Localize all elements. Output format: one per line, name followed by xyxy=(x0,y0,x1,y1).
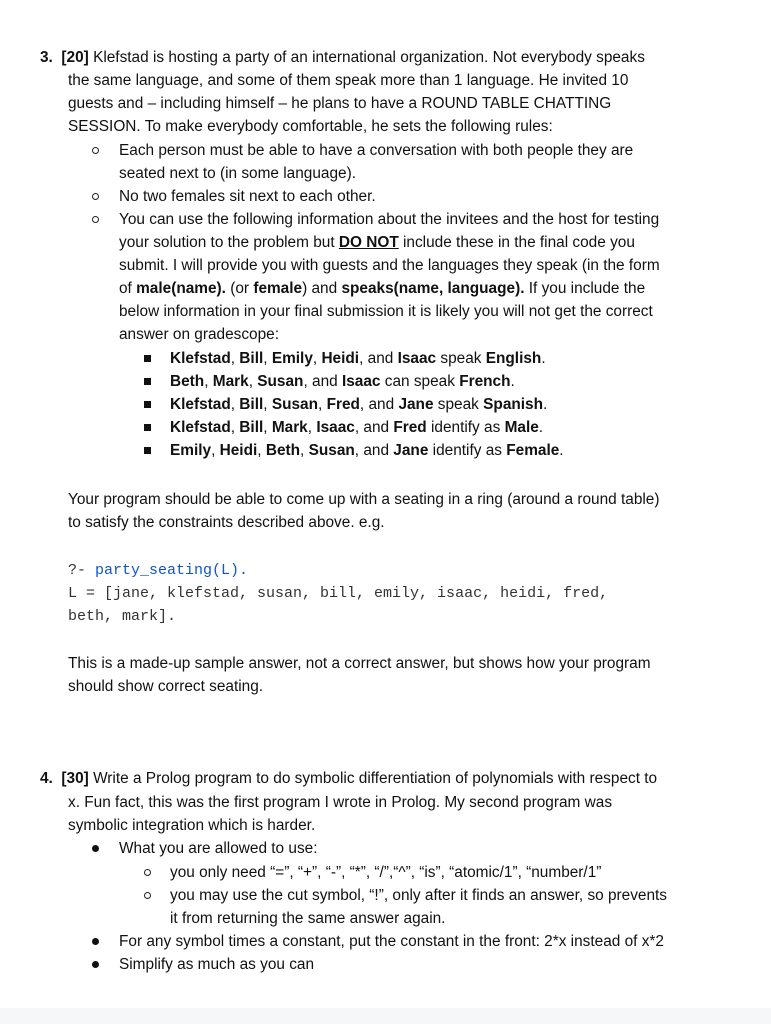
text-run: , xyxy=(211,442,220,459)
fact-term: Beth xyxy=(170,373,205,390)
q3-program-line: Your program should be able to come up with a seating in a ring (around a round table) xyxy=(68,491,660,508)
q3-first-line xyxy=(40,46,645,69)
fact-line xyxy=(170,370,515,393)
bullet-icon xyxy=(92,845,99,852)
text-run: , and xyxy=(359,350,398,367)
fact-term: Beth xyxy=(265,442,301,459)
fact-line xyxy=(170,393,547,416)
q4-allowed-item: you only need “=”, “+”, “-”, “*”, “/”,“^”, “is”, “atomic/1”, “number/1” xyxy=(170,864,602,881)
q4-bullet: Simplify as much as you can xyxy=(119,956,315,973)
fact-term: English xyxy=(485,350,542,367)
text-run: (or xyxy=(225,280,254,297)
q3-points: [20] xyxy=(61,49,89,66)
q3-rule3-line: submit. I will provide you with guests and the languages they speak (in the form xyxy=(119,257,660,274)
bullet-icon xyxy=(92,961,99,968)
q4-intro-line: x. Fun fact, this was the first program I wrote in Prolog. My second program was xyxy=(68,794,613,811)
hollow-bullet-icon xyxy=(92,147,99,154)
text-run: . xyxy=(541,350,546,367)
q3-number: 3. xyxy=(40,49,53,66)
code-query-line xyxy=(68,559,248,582)
fact-term: Bill xyxy=(239,350,264,367)
text-run: , xyxy=(263,419,272,436)
square-bullet-icon xyxy=(144,355,151,362)
speaks-predicate: speaks(name, language). xyxy=(341,280,525,297)
fact-term: Male xyxy=(504,419,539,436)
text-run: speak xyxy=(436,350,486,367)
fact-term: Female xyxy=(506,442,560,459)
fact-term: Emily xyxy=(271,350,313,367)
square-bullet-icon xyxy=(144,378,151,385)
q3-intro-line: the same language, and some of them speak more than 1 language. He invited 10 xyxy=(68,72,629,89)
do-not-emphasis: DO NOT xyxy=(338,234,399,251)
text-run: speak xyxy=(433,396,484,413)
fact-term: Klefstad xyxy=(170,419,231,436)
fact-term: Heidi xyxy=(321,350,360,367)
q3-note-line: This is a made-up sample answer, not a correct answer, but shows how your program xyxy=(68,655,651,672)
q3-rule1-line: Each person must be able to have a conversation with both people they are xyxy=(119,142,634,159)
q3-rule3-line xyxy=(119,231,635,254)
code-query: party_seating(L). xyxy=(95,562,249,579)
text-run: your solution to the problem but xyxy=(119,234,339,251)
q3-intro-line: guests and – including himself – he plans to have a ROUND TABLE CHATTING xyxy=(68,95,612,112)
q3-intro-line: SESSION. To make everybody comfortable, he sets the following rules: xyxy=(68,118,553,135)
fact-term: Mark xyxy=(271,419,308,436)
text-run: , and xyxy=(354,442,394,459)
fact-term: Susan xyxy=(257,373,304,390)
q4-allowed-item: it from returning the same answer again. xyxy=(170,910,446,927)
fact-term: Susan xyxy=(271,396,318,413)
fact-term: Jane xyxy=(398,396,434,413)
q4-allowed-item: you may use the cut symbol, “!”, only after it finds an answer, so prevents xyxy=(170,887,668,904)
text-run: , xyxy=(248,373,258,390)
text-run: . xyxy=(543,396,548,413)
fact-line xyxy=(170,347,546,370)
fact-term: Susan xyxy=(308,442,355,459)
q3-intro-line: Klefstad is hosting a party of an international organization. Not everybody speaks xyxy=(93,49,645,66)
text-run: , and xyxy=(303,373,342,390)
fact-line xyxy=(170,416,543,439)
text-run: , and xyxy=(354,419,394,436)
text-run: include these in the final code you xyxy=(398,234,635,251)
fact-term: Emily xyxy=(170,442,212,459)
q3-rule3-line xyxy=(119,277,645,300)
fact-term: Heidi xyxy=(219,442,258,459)
square-bullet-icon xyxy=(144,424,151,431)
q4-bullet: For any symbol times a constant, put the constant in the front: 2*x instead of x*2 xyxy=(119,933,664,950)
fact-term: French xyxy=(459,373,511,390)
q3-note-line: should show correct seating. xyxy=(68,678,264,695)
q3-rule1-line: seated next to (in some language). xyxy=(119,165,356,182)
q4-allowed-header: What you are allowed to use: xyxy=(119,840,318,857)
fact-term: Bill xyxy=(239,419,264,436)
q3-rule2: No two females sit next to each other. xyxy=(119,188,376,205)
bullet-icon xyxy=(92,938,99,945)
text-run: , xyxy=(230,419,240,436)
q4-first-line xyxy=(40,767,657,790)
text-run: , xyxy=(307,419,317,436)
q4-number: 4. xyxy=(40,770,53,787)
text-run: of xyxy=(119,280,137,297)
male-predicate: male(name). xyxy=(136,280,226,297)
q4-points: [30] xyxy=(61,770,89,787)
text-run: , xyxy=(263,396,272,413)
text-run: , xyxy=(300,442,309,459)
code-prompt: ?- xyxy=(68,562,96,579)
text-run: , xyxy=(257,442,266,459)
fact-line xyxy=(170,439,564,462)
text-run: , xyxy=(318,396,327,413)
fact-term: Fred xyxy=(393,419,427,436)
fact-term: Jane xyxy=(393,442,429,459)
text-run: , xyxy=(204,373,213,390)
fact-term: Isaac xyxy=(316,419,355,436)
text-run: . xyxy=(538,419,544,436)
q3-program-line: to satisfy the constraints described above. e.g. xyxy=(68,514,385,531)
code-result-line: L = [jane, klefstad, susan, bill, emily, isaac, heidi, fred, xyxy=(68,585,609,602)
fact-term: Fred xyxy=(326,396,360,413)
q3-rule3-line: You can use the following information about the invitees and the host for testing xyxy=(119,211,660,228)
q4-intro-line: Write a Prolog program to do symbolic differentiation of polynomials with respect to xyxy=(93,770,658,787)
text-run: , xyxy=(263,350,272,367)
square-bullet-icon xyxy=(144,447,151,454)
text-run: identify as xyxy=(428,442,507,459)
text-run: ) and xyxy=(302,280,342,297)
text-run: identify as xyxy=(426,419,505,436)
female-predicate: female xyxy=(253,280,303,297)
page-footer-band xyxy=(0,1008,771,1024)
fact-term: Klefstad xyxy=(170,396,231,413)
text-run: , xyxy=(230,396,240,413)
hollow-bullet-icon xyxy=(144,892,151,899)
text-run: . xyxy=(559,442,564,459)
fact-term: Spanish xyxy=(483,396,544,413)
fact-term: Mark xyxy=(212,373,249,390)
fact-term: Bill xyxy=(239,396,264,413)
text-run: , and xyxy=(359,396,399,413)
text-run: , xyxy=(312,350,322,367)
square-bullet-icon xyxy=(144,401,151,408)
hollow-bullet-icon xyxy=(92,216,99,223)
text-run: . xyxy=(510,373,515,390)
hollow-bullet-icon xyxy=(144,869,151,876)
q3-rule3-line: answer on gradescope: xyxy=(119,326,279,343)
hollow-bullet-icon xyxy=(92,193,99,200)
q3-rule3-line: below information in your final submission it is likely you will not get the correct xyxy=(119,303,653,320)
fact-term: Isaac xyxy=(397,350,437,367)
q4-intro-line: symbolic integration which is harder. xyxy=(68,817,316,834)
fact-term: Isaac xyxy=(341,373,381,390)
text-run: can speak xyxy=(380,373,460,390)
code-result-line: beth, mark]. xyxy=(68,608,177,625)
fact-term: Klefstad xyxy=(170,350,231,367)
text-run: If you include the xyxy=(524,280,646,297)
text-run: , xyxy=(230,350,240,367)
